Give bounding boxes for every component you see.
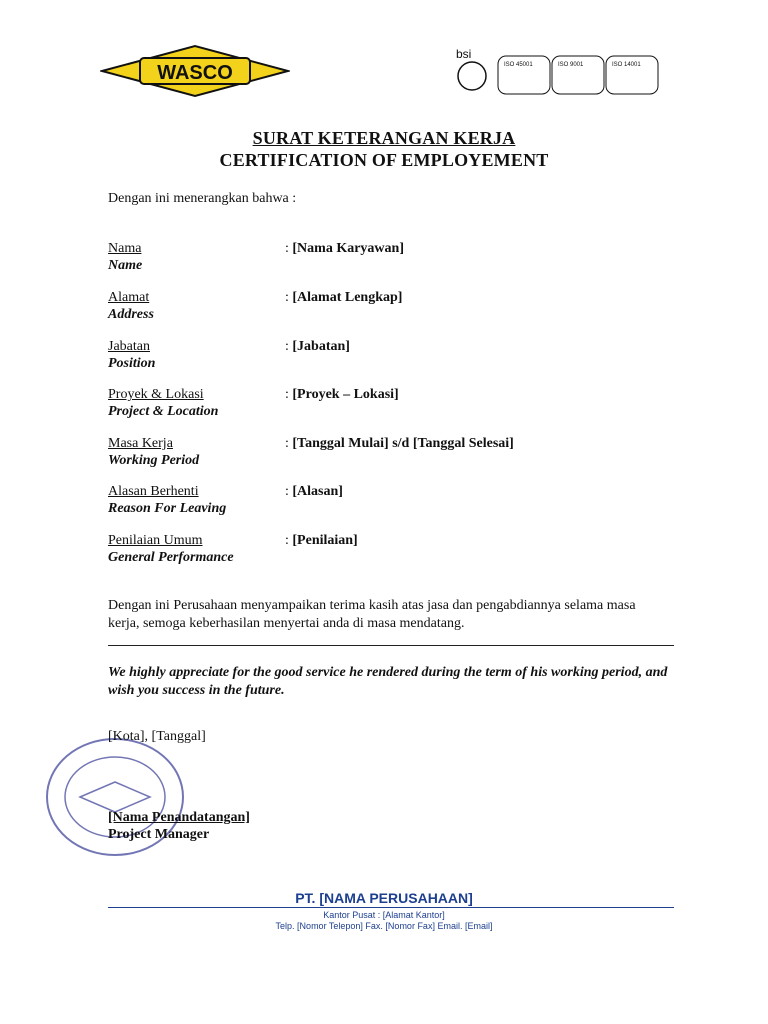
footer-address: Kantor Pusat : [Alamat Kantor]: [323, 910, 445, 920]
footer-company: PT. [NAMA PERUSAHAAN]: [295, 890, 473, 906]
signer-title: Project Manager: [108, 827, 210, 842]
closing-paragraph-en: We highly appreciate for the good service he rendered during the term of his working period, and wish you success in the future.: [108, 665, 668, 698]
certification-badges: [452, 44, 664, 98]
document-title: SURAT KETERANGAN KERJA: [252, 128, 516, 148]
signature-block: [108, 809, 250, 843]
footer-contact: Telp. [Nomor Telepon] Fax. [Nomor Fax] Email. [Email]: [275, 921, 493, 931]
intro-text: Dengan ini menerangkan bahwa :: [108, 191, 297, 206]
company-logo: [100, 44, 290, 98]
svg-text:WASCO: WASCO: [157, 62, 233, 84]
signer-name: [Nama Penandatangan]: [108, 810, 250, 825]
place-date: [Kota], [Tanggal]: [108, 729, 206, 744]
document-title-en: CERTIFICATION OF EMPLOYEMENT: [219, 150, 549, 170]
svg-text:ISO 45001: ISO 45001: [504, 62, 533, 68]
svg-text:ISO 14001: ISO 14001: [612, 62, 641, 68]
footer-divider: [108, 907, 674, 908]
svg-text:bsi: bsi: [456, 47, 472, 61]
svg-text:ISO 9001: ISO 9001: [558, 62, 584, 68]
closing-paragraph: Dengan ini Perusahaan menyampaikan terima kasih atas jasa dan pengabdiannya selama masa kerja, semoga keberhasilan menyertai anda di masa mendatang.: [108, 598, 636, 631]
divider: [108, 645, 674, 646]
